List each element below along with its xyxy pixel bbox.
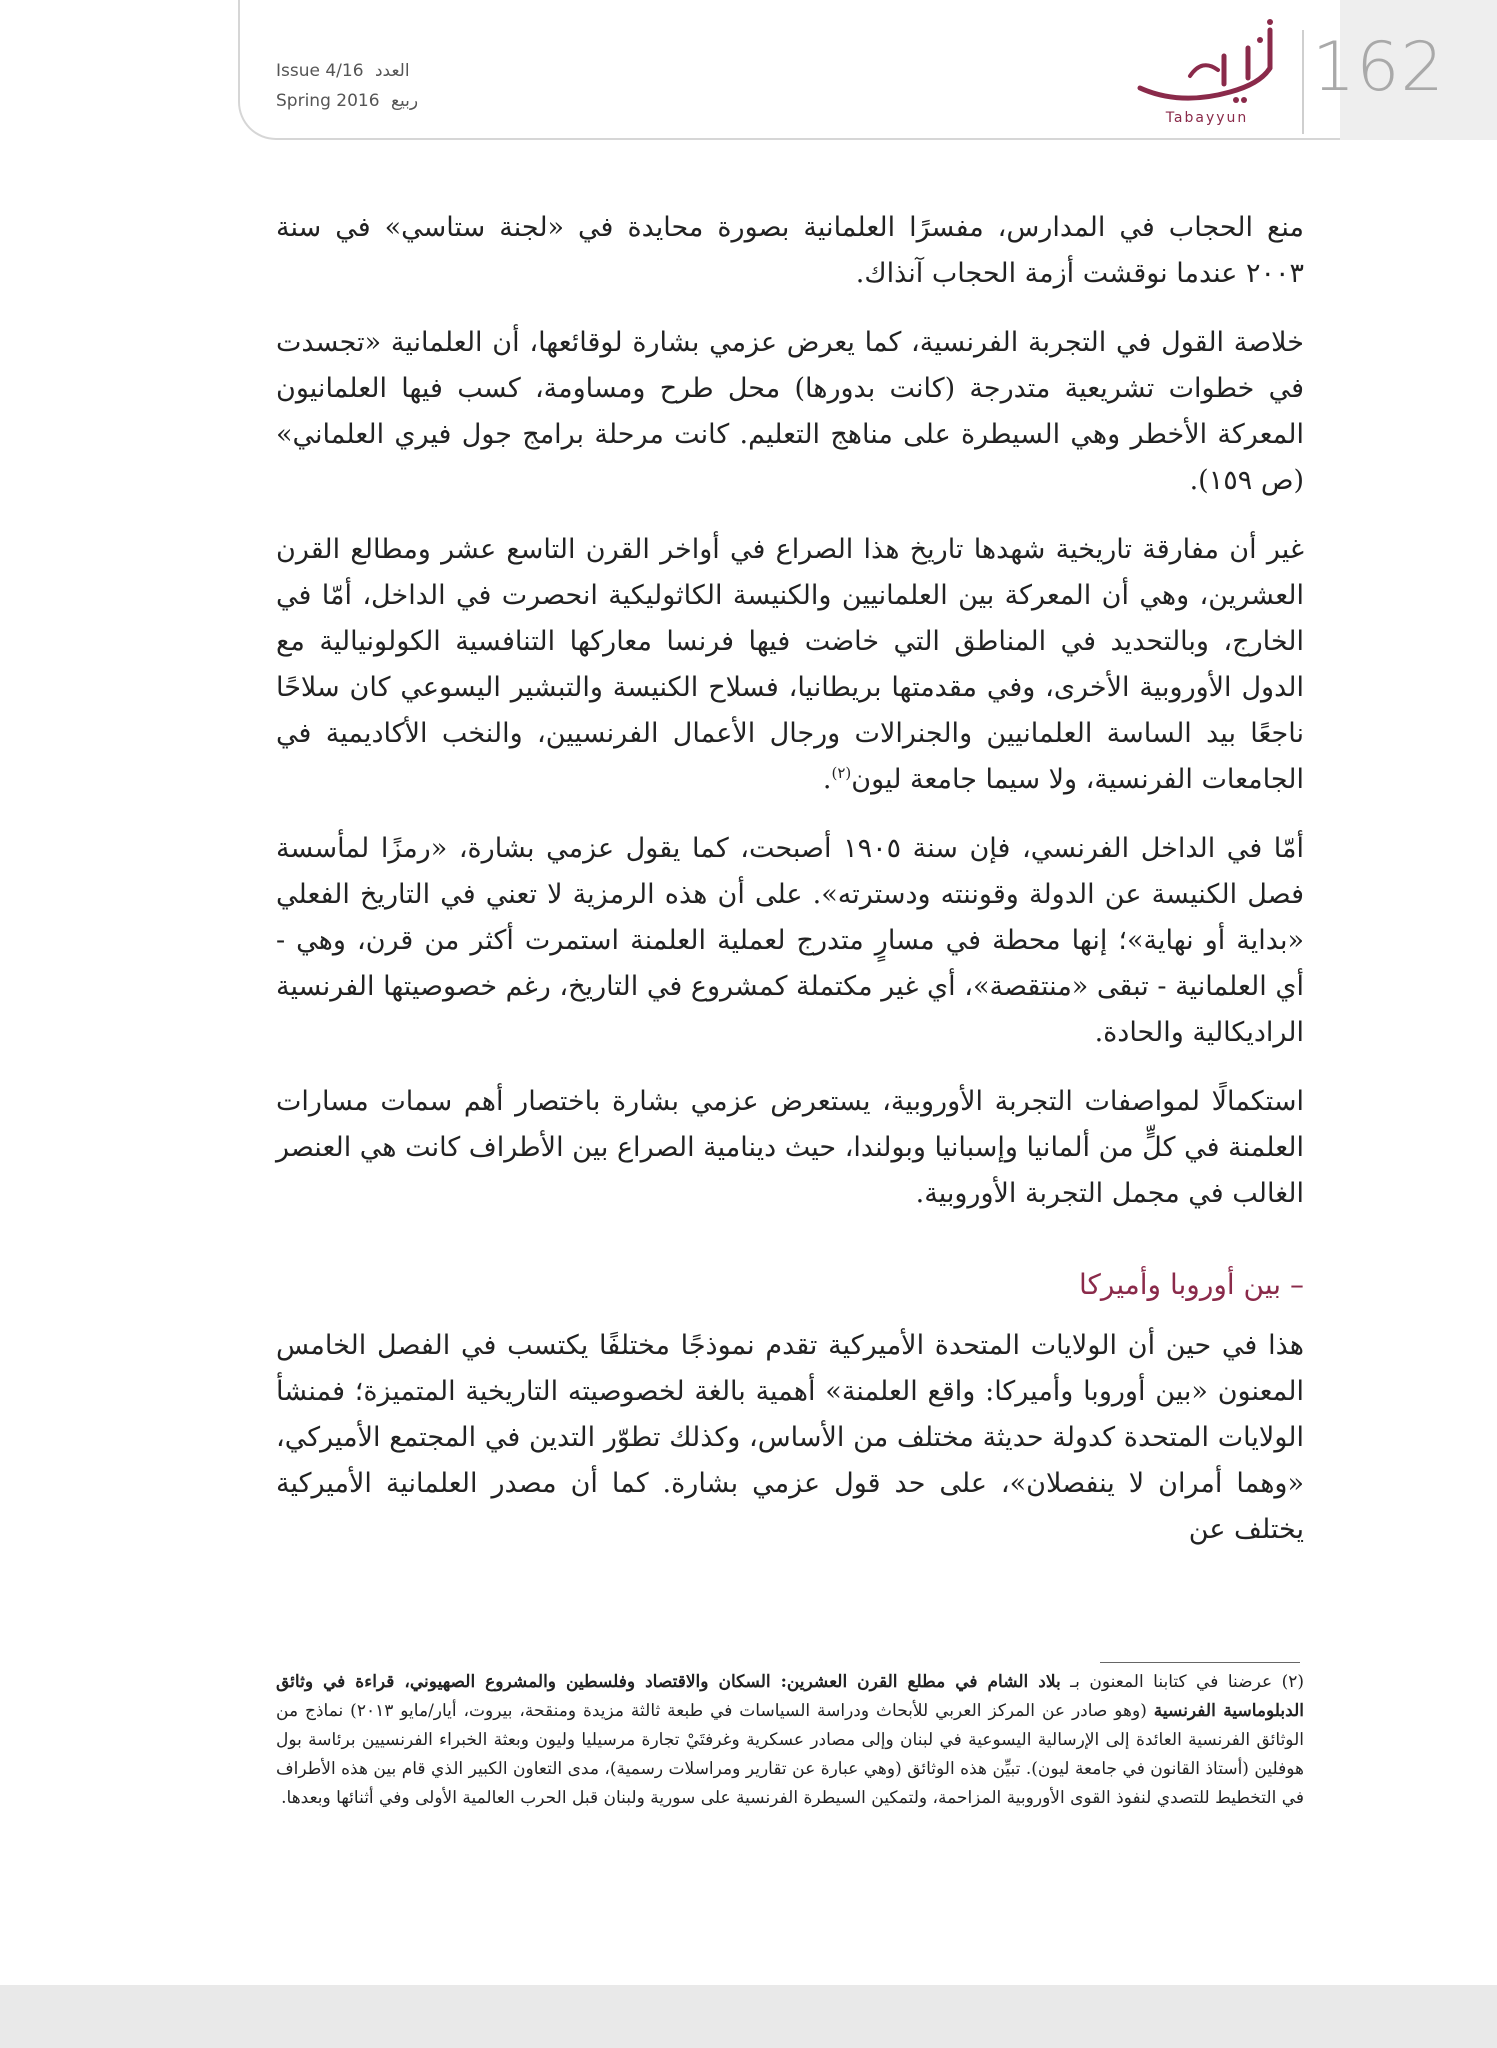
logo-latin-text: Tabayyun: [1165, 110, 1249, 126]
paragraph-3-text: غير أن مفارقة تاريخية شهدها تاريخ هذا الصراع في أواخر القرن التاسع عشر ومطالع القرن العشرين، وهي أن المعركة بين العلمانيين والكنيسة الكاثوليكية انحصرت في الداخل، أمّا في الخارج، وبالتحديد في المناطق التي خاضت فيها فرنسا معاركها التنافسية الكولونيالية مع الدول الأوروبية الأخرى، وفي مقدمتها بريطانيا، فسلاح الكنيسة والتبشير اليسوعي كان سلاحًا ناجعًا بيد الساسة العلمانيين والجنرالات ورجال الأعمال الفرنسيين، والنخب الأكاديمية في الجامعات الفرنسية، ولا سيما جامعة ليون: [276, 534, 1304, 795]
journal-logo: [1120, 18, 1290, 128]
paragraph-4: أمّا في الداخل الفرنسي، فإن سنة ١٩٠٥ أصبحت، كما يقول عزمي بشارة، «رمزًا لمأسسة فصل الكنيسة عن الدولة وقوننته ودسترته». على أن هذه الرمزية لا تعني في التاريخ الفعلي «بداية أو نهاية»؛ إنها محطة في مسارٍ متدرج لعملية العلمنة استمرت أكثر من قرن، وهي - أي العلمانية - تبقى «منتقصة»، أي غير مكتملة كمشروع في التاريخ، رغم خصوصيتها الفرنسية الراديكالية والحادة.: [276, 833, 1304, 1048]
paragraph-5: استكمالًا لمواصفات التجربة الأوروبية، يستعرض عزمي بشارة باختصار أهم سمات مسارات العلمنة في كلٍّ من ألمانيا وإسبانيا وبولندا، حيث دينامية الصراع بين الأطراف كانت هي العنصر الغالب في مجمل التجربة الأوروبية.: [275, 1086, 1304, 1209]
season-line: [276, 86, 496, 116]
footnote-rest: (وهو صادر عن المركز العربي للأبحاث ودراسة السياسات في طبعة ثالثة مزيدة ومنقحة، بيروت، أيار/مايو ٢٠١٣) نماذج من الوثائق الفرنسية العائدة إلى الإرسالية اليسوعية في لبنان وإلى مصادر عسكرية وغرفتَيْ تجارة مرسيليا وليون وبعثة الخبراء الفرنسيين برئاسة بول هوفلين (أستاذ القانون في جامعة ليون). تبيِّن هذه الوثائق (وهي عبارة عن تقارير ومراسلات رسمية)، مدى التعاون الكبير الذي قام بين هذه الأطراف في التخطيط للتصدي لنفوذ القوى الأوروبية المزاحمة، ولتمكين السيطرة الفرنسية على سورية ولبنان قبل الحرب العالمية الأولى وفي أثنائها وبعدها.: [276, 1701, 1304, 1808]
footnote-lead: عرضنا في كتابنا المعنون بـ: [1070, 1672, 1273, 1692]
issue-en: Issue 4/16: [276, 61, 364, 81]
page-bottom-band: [0, 1985, 1497, 2048]
section-heading: – بين أوروبا وأميركا: [1079, 1268, 1304, 1301]
page-header: [0, 0, 1497, 140]
page-number: 162: [1312, 28, 1445, 107]
article-body: [276, 205, 1304, 1576]
header-divider: [1302, 30, 1304, 134]
season-ar: ربيع: [390, 91, 419, 111]
paragraph-3: [276, 527, 1304, 803]
paragraph-1: منع الحجاب في المدارس، مفسرًا العلمانية بصورة محايدة في «لجنة ستاسي» في سنة ٢٠٠٣ عندما نوقشت أزمة الحجاب آنذاك.: [276, 212, 1304, 289]
paragraph-2: خلاصة القول في التجربة الفرنسية، كما يعرض عزمي بشارة لوقائعها، أن العلمانية «تجسدت في خطوات تشريعية متدرجة (كانت بدورها) محل طرح ومساومة، كسب فيها العلمانيون المعركة الأخطر وهي السيطرة على مناهج التعليم. كانت مرحلة برامج جول فيري العلماني» (ص ١٥٩).: [276, 327, 1304, 496]
footnote-marker: (٢): [1281, 1672, 1304, 1692]
footnote-2: [276, 1668, 1304, 1813]
paragraph-3-end: .: [822, 764, 832, 795]
footnote-reference[interactable]: (٢): [831, 764, 852, 782]
issue-info: [276, 56, 496, 116]
season-en: Spring 2016: [276, 91, 380, 111]
footnote-book-title: بلاد الشام في مطلع القرن العشرين: السكان والاقتصاد وفلسطين والمشروع الصهيوني، قراءة في وثائق الدبلوماسية الفرنسية: [276, 1672, 1304, 1721]
issue-line: [276, 56, 496, 86]
paragraph-6: هذا في حين أن الولايات المتحدة الأميركية تقدم نموذجًا مختلفًا يكتسب في الفصل الخامس المعنون «بين أوروبا وأميركا: واقع العلمنة» أهمية بالغة لخصوصيته التاريخية المتميزة؛ فمنشأ الولايات المتحدة كدولة حديثة مختلف من الأساس، وكذلك تطوّر التدين في المجتمع الأميركي، «وهما أمران لا ينفصلان»، على حد قول عزمي بشارة. كما أن مصدر العلمانية الأميركية يختلف عن: [276, 1330, 1304, 1545]
logo-calligraphy-icon: [1120, 18, 1290, 108]
footnotes: [276, 1668, 1304, 1813]
issue-ar: العدد: [374, 61, 410, 81]
footnote-divider: [1100, 1662, 1300, 1663]
